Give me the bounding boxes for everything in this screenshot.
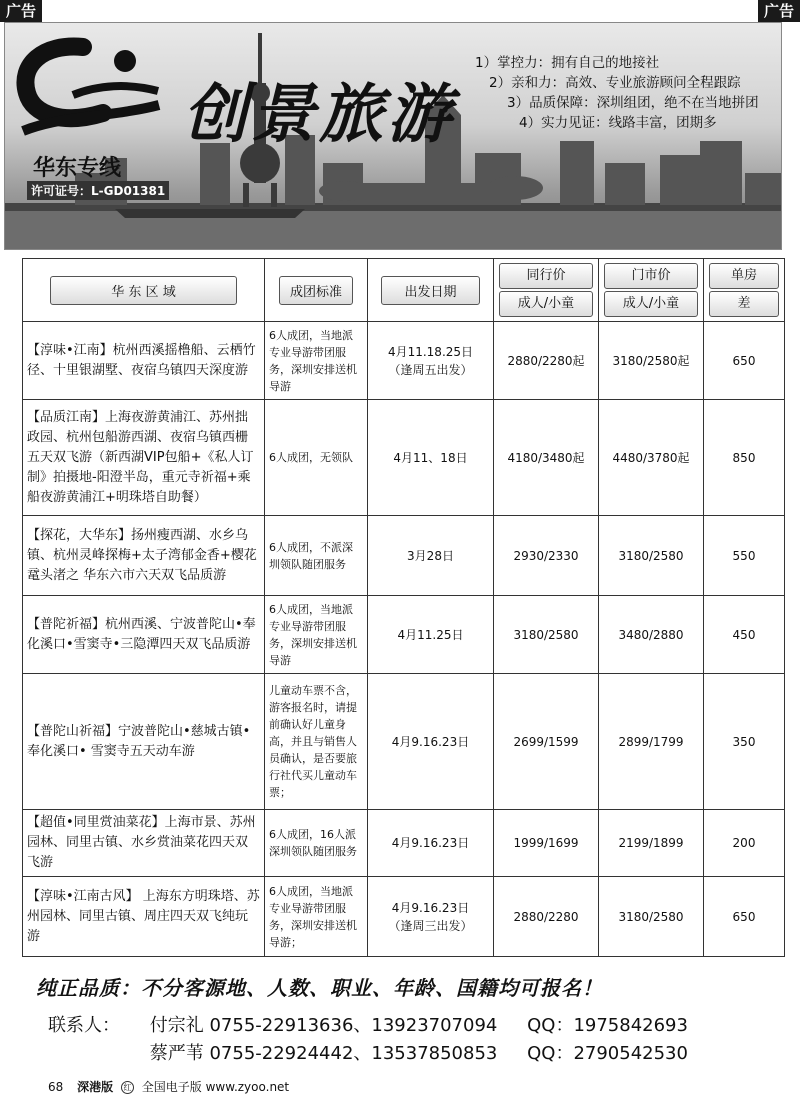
- date-cell: 4月9.16.23日: [368, 810, 494, 877]
- standard-cell: 6人成团，无领队: [265, 400, 368, 516]
- retail-price-cell: 2199/1899: [599, 810, 704, 877]
- retail-price-cell: 3180/2580起: [599, 322, 704, 400]
- single-supplement-cell: 350: [704, 674, 785, 810]
- single-supplement-cell: 650: [704, 322, 785, 400]
- feature-item: 1）掌控力：拥有自己的地接社: [475, 55, 660, 71]
- header-single-supplement: 单房 差: [704, 259, 785, 322]
- website-link[interactable]: 全国电子版 www.zyoo.net: [141, 1080, 290, 1094]
- tour-table: [22, 258, 785, 957]
- standard-cell: 儿童动车票不含，游客报名时，请提前确认好儿童身高，并且与销售人员确认，是否要旅行社代买儿童动车票；: [265, 674, 368, 810]
- page-number: 68: [48, 1080, 64, 1094]
- contact-block: [48, 1012, 688, 1068]
- peer-price-cell: 2699/1599: [494, 674, 599, 810]
- contact-qq: QQ：2790542530: [527, 1043, 688, 1064]
- standard-cell: 6人成团，当地派专业导游带团服务，深圳安排送机导游: [265, 322, 368, 400]
- route-cell: 【普陀山祈福】宁波普陀山•慈城古镇•奉化溪口• 雪窦寺五天动车游: [23, 674, 265, 810]
- table-row: [23, 400, 785, 516]
- company-logo: [13, 35, 163, 155]
- contact-row: [48, 1012, 688, 1040]
- header-retail-price: 门市价 成人/小童: [599, 259, 704, 322]
- peer-price-cell: 4180/3480起: [494, 400, 599, 516]
- contact-label: 联系人：: [48, 1015, 120, 1036]
- edition-badge-icon: 红: [121, 1081, 134, 1094]
- header-region: 华 东 区 域: [23, 259, 265, 322]
- banner: [4, 22, 782, 250]
- route-subtitle: 华东专线: [33, 156, 122, 181]
- date-cell: 4月11、18日: [368, 400, 494, 516]
- contact-qq: QQ：1975842693: [527, 1015, 688, 1036]
- contact-phone: 0755-22913636、13923707094: [209, 1015, 498, 1036]
- route-cell: 【淳味•江南古风】 上海东方明珠塔、苏州园林、同里古镇、周庄四天双飞纯玩游: [23, 877, 265, 957]
- table-row: [23, 810, 785, 877]
- date-cell: 4月9.16.23日: [368, 674, 494, 810]
- table-row: [23, 674, 785, 810]
- single-supplement-cell: 650: [704, 877, 785, 957]
- date-cell: 3月28日: [368, 516, 494, 596]
- single-supplement-cell: 550: [704, 516, 785, 596]
- peer-price-cell: 3180/2580: [494, 596, 599, 674]
- single-supplement-cell: 200: [704, 810, 785, 877]
- contact-name: 蔡严苇: [149, 1043, 204, 1064]
- route-cell: 【探花，大华东】扬州瘦西湖、水乡乌镇、杭州灵峰探梅+太子湾郁金香+樱花鼋头渚之 华东六市六天双飞品质游: [23, 516, 265, 596]
- edition-label: 深港版: [77, 1080, 114, 1094]
- table-row: [23, 516, 785, 596]
- route-cell: 【超值•同里赏油菜花】上海市景、苏州园林、同里古镇、水乡赏油菜花四天双飞游: [23, 810, 265, 877]
- table-row: [23, 877, 785, 957]
- date-cell: 4月11.25日: [368, 596, 494, 674]
- single-supplement-cell: 850: [704, 400, 785, 516]
- standard-cell: 6人成团，16人派深圳领队随团服务: [265, 810, 368, 877]
- feature-item: 3）品质保障：深圳组团，绝不在当地拼团: [507, 95, 759, 111]
- route-cell: 【普陀祈福】杭州西溪、宁波普陀山•奉化溪口•雪窦寺•三隐潭四天双飞品质游: [23, 596, 265, 674]
- contact-row: [48, 1040, 688, 1068]
- retail-price-cell: 3480/2880: [599, 596, 704, 674]
- peer-price-cell: 2930/2330: [494, 516, 599, 596]
- feature-item: 4）实力见证：线路丰富，团期多: [519, 115, 717, 131]
- header-peer-price: 同行价 成人/小童: [494, 259, 599, 322]
- ad-tag-left: 广告: [0, 0, 42, 22]
- date-cell: 4月11.18.25日 （逢周五出发）: [368, 322, 494, 400]
- route-cell: 【品质江南】上海夜游黄浦江、苏州拙政园、杭州包船游西湖、夜宿乌镇西栅五天双飞游（新西湖VIP包船+《私人订制》拍摄地-阳澄半岛，重元寺祈福+乘船夜游黄浦江+明珠塔自助餐）: [23, 400, 265, 516]
- retail-price-cell: 2899/1799: [599, 674, 704, 810]
- page-footer: [48, 1078, 289, 1095]
- brand-name: 创景旅游: [183, 77, 455, 152]
- table-row: [23, 322, 785, 400]
- feature-item: 2）亲和力：高效、专业旅游顾问全程跟踪: [489, 75, 741, 91]
- ad-tag-right: 广告: [758, 0, 800, 22]
- license-number: 许可证号：L-GD01381: [27, 181, 169, 200]
- peer-price-cell: 1999/1699: [494, 810, 599, 877]
- contact-name: 付宗礼: [149, 1015, 204, 1036]
- date-cell: 4月9.16.23日 （逢周三出发）: [368, 877, 494, 957]
- single-supplement-cell: 450: [704, 596, 785, 674]
- table-header-row: [23, 259, 785, 322]
- standard-cell: 6人成团，当地派专业导游带团服务，深圳安排送机导游: [265, 596, 368, 674]
- peer-price-cell: 2880/2280: [494, 877, 599, 957]
- retail-price-cell: 3180/2580: [599, 877, 704, 957]
- slogan: 纯正品质：不分客源地、人数、职业、年龄、国籍均可报名！: [36, 976, 603, 1000]
- standard-cell: 6人成团，不派深圳领队随团服务: [265, 516, 368, 596]
- standard-cell: 6人成团，当地派专业导游带团服务，深圳安排送机导游；: [265, 877, 368, 957]
- feature-list: [475, 53, 759, 133]
- peer-price-cell: 2880/2280起: [494, 322, 599, 400]
- retail-price-cell: 3180/2580: [599, 516, 704, 596]
- header-standard: 成团标准: [265, 259, 368, 322]
- retail-price-cell: 4480/3780起: [599, 400, 704, 516]
- table-row: [23, 596, 785, 674]
- contact-phone: 0755-22924442、13537850853: [209, 1043, 498, 1064]
- header-date: 出发日期: [368, 259, 494, 322]
- route-cell: 【淳味•江南】杭州西溪摇橹船、云栖竹径、十里银湖墅、夜宿乌镇四天深度游: [23, 322, 265, 400]
